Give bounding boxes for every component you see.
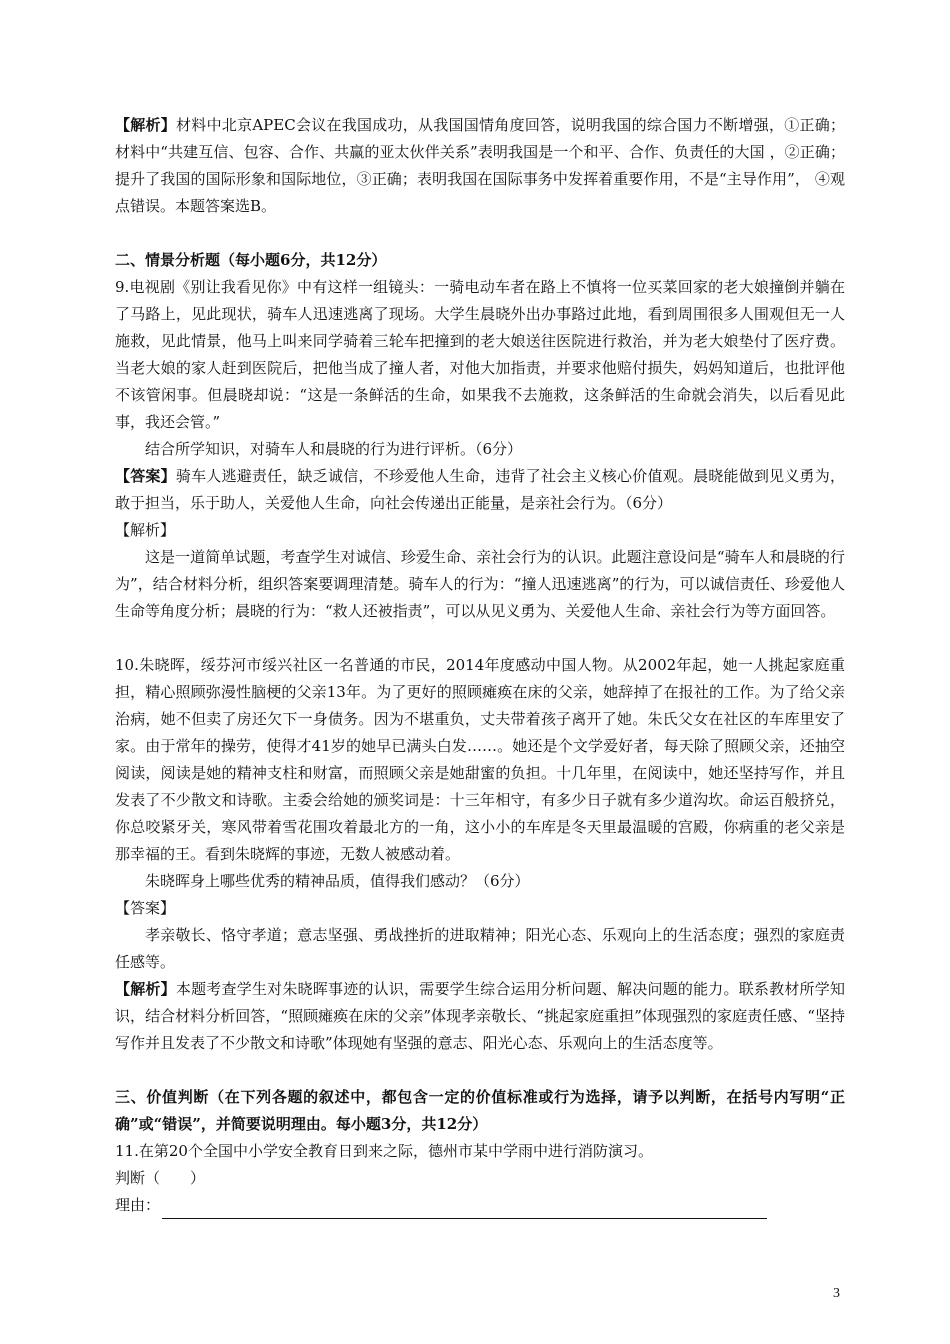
page-number: 3 (833, 1286, 840, 1301)
document-body (115, 112, 845, 1219)
section-3-title: 三、价值判断（在下列各题的叙述中，都包含一定的价值标准或行为选择，请予以判断，在括号内写明“正确”或“错误”，并简要说明理由。每小题3分，共12分） (115, 1088, 845, 1133)
spacer (115, 220, 845, 247)
q10-stem: 10.朱晓晖，绥芬河市绥兴社区一名普通的市民，2014年度感动中国人物。从2002年起，她一人挑起家庭重担，精心照顾弥漫性脑梗的父亲13年。为了更好的照顾瘫痪在床的父亲，她辞掉了在报社的工作。为了给父亲治病，她不但卖了房还欠下一身债务。因为不堪重负，丈夫带着孩子离开了她。朱氏父女在社区的车库里安了家。由于常年的操劳，使得才41岁的她早已满头白发……。她还是个文学爱好者，每天除了照顾父亲，还抽空阅读，阅读是她的精神支柱和财富，而照顾父亲是她甜蜜的负担。十几年里，在阅读中，她还坚持写作，并且发表了不少散文和诗歌。主委会给她的颁奖词是：十三年相守，有多少日子就有多少道沟坎。命运百般挤兑，你总咬紧牙关，寒风带着雪花围攻着最北方的一角，这小小的车库是冬天里最温暖的宫殿，你病重的老父亲是那幸福的王。看到朱晓辉的事迹，无数人被感动着。 (115, 656, 845, 863)
q8-analysis-label: 【解析】 (115, 116, 177, 134)
q11-judge[interactable]: 判断（ ） (115, 1169, 206, 1187)
q10-answer-text: 孝亲敬长、恪守孝道；意志坚强、勇战挫折的进取精神；阳光心态、乐观向上的生活态度；强烈的家庭责任感等。 (115, 926, 845, 971)
q11-stem: 11.在第20个全国中小学安全教育日到来之际，德州市某中学雨中进行消防演习。 (115, 1142, 653, 1160)
q9-analysis-text: 这是一道简单试题，考查学生对诚信、珍爱生命、亲社会行为的认识。此题注意设问是“骑车人和晨晓的行为”，结合材料分析，组织答案要调理清楚。骑车人的行为：“撞人迅速逃离”的行为，可以诚信责任、珍爱他人生命等角度分析；晨晓的行为：“救人还被指责”，可以从见义勇为、关爱他人生命、亲社会行为等方面回答。 (115, 548, 845, 620)
q9-answer-label: 【答案】 (115, 467, 176, 485)
q8-analysis (115, 112, 845, 220)
q11-reason (115, 1192, 845, 1219)
q9-stem: 9.电视剧《别让我看见你》中有这样一组镜头：一骑电动车者在路上不慎将一位买菜回家的老大娘撞倒并躺在了马路上，见此现状，骑车人迅速逃离了现场。大学生晨晓外出办事路过此地，看到周围很多人围观但无一人施救，见此情景，他马上叫来同学骑着三轮车把撞到的老大娘送往医院进行救治，并为老大娘垫付了医疗费。当老大娘的家人赶到医院后，把他当成了撞人者，对他大加指责，并要求他赔付损失，妈妈知道后，也批评他不该管闲事。但晨晓却说：“这是一条鲜活的生命，如果我不去施救，这条鲜活的生命就会消失，以后看见此事，我还会管。” (115, 278, 845, 431)
q8-analysis-text: 材料中北京APEC会议在我国成功，从我国国情角度回答，说明我国的综合国力不断增强，①正确；材料中“共建互信、包容、合作、共赢的亚太伙伴关系”表明我国是一个和平、合作、负责任的大国 ，②正确；提升了我国的国际形象和国际地位，③正确；表明我国在国际事务中发挥着重要作用，不是“主导作用”， ④观点错误。本题答案选B。 (115, 116, 845, 215)
section-2-title: 二、情景分析题（每小题6分，共12分） (115, 251, 387, 269)
q9-question: 结合所学知识，对骑车人和晨晓的行为进行评析。（6分） (145, 440, 523, 458)
q10-analysis (115, 976, 845, 1057)
q10-question: 朱晓晖身上哪些优秀的精神品质，值得我们感动？（6分） (145, 872, 530, 890)
spacer (115, 1057, 845, 1084)
spacer (115, 625, 845, 652)
q9-answer-text: 骑车人逃避责任，缺乏诚信，不珍爱他人生命，违背了社会主义核心价值观。晨晓能做到见义勇为，敢于担当，乐于助人，关爱他人生命，向社会传递出正能量，是亲社会行为。（6分） (115, 467, 845, 512)
q9-analysis-label: 【解析】 (115, 521, 176, 539)
q11-reason-answer-line[interactable] (162, 1200, 767, 1219)
q10-analysis-label: 【解析】 (115, 980, 176, 998)
q10-analysis-text: 本题考查学生对朱晓晖事迹的认识，需要学生综合运用分析问题、解决问题的能力。联系教材所学知识，结合材料分析回答，“照顾瘫痪在床的父亲”体现孝亲敬长、“挑起家庭重担”体现强烈的家庭责任感、“坚持写作并且发表了不少散文和诗歌”体现她有坚强的意志、阳光心态、乐观向上的生活态度等。 (115, 980, 845, 1052)
q10-answer-label: 【答案】 (115, 899, 176, 917)
q11-reason-label: 理由： (115, 1196, 161, 1214)
q9-answer (115, 463, 845, 517)
